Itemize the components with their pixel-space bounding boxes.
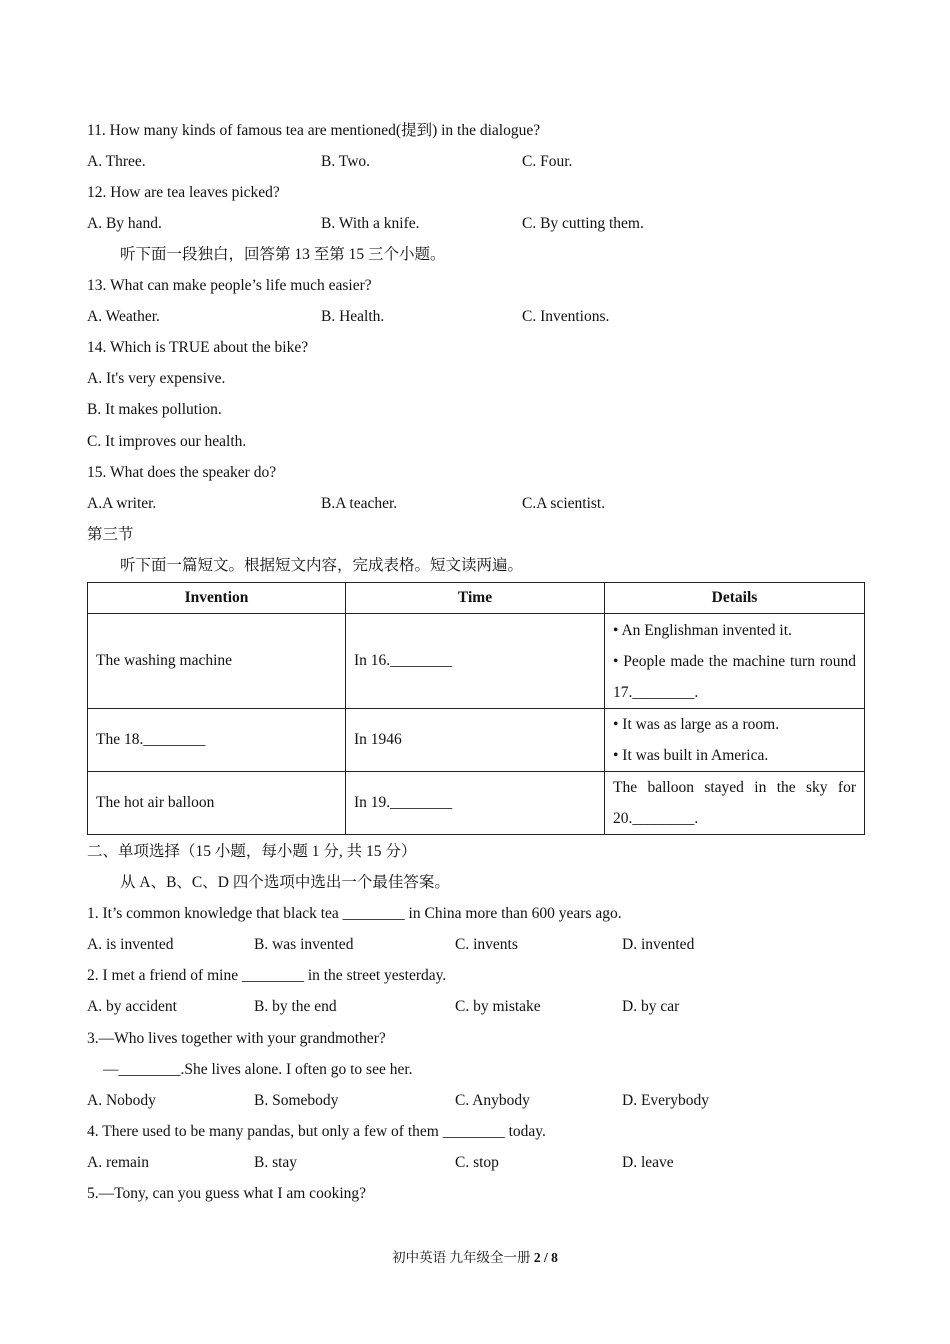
option: B. by the end: [254, 998, 337, 1015]
option: B. Health.: [321, 308, 385, 325]
option: B. Somebody: [254, 1092, 339, 1109]
option: D. by car: [622, 998, 680, 1015]
time-cell: In 1946: [346, 709, 605, 772]
inventions-table: [87, 582, 865, 835]
option: C. Inventions.: [522, 308, 610, 325]
option: A. Three.: [87, 153, 146, 170]
option: A. remain: [87, 1154, 149, 1171]
option: D. invented: [622, 936, 695, 953]
part-2-instruction: 从 A、B、C、D 四个选项中选出一个最佳答案。: [120, 874, 450, 891]
question-3-stem: 3.—Who lives together with your grandmother?: [87, 1030, 386, 1047]
time-cell: In 16.________: [346, 614, 605, 709]
detail-line: • It was as large as a room.: [613, 716, 780, 733]
question-1-stem: 1. It’s common knowledge that black tea ________ in China more than 600 years ago.: [87, 905, 622, 922]
invention-cell: The washing machine: [88, 614, 346, 709]
section-3-instruction: 听下面一篇短文。根据短文内容，完成表格。短文读两遍。: [120, 557, 524, 574]
option: D. Everybody: [622, 1092, 709, 1109]
option: A. Weather.: [87, 308, 160, 325]
option: C. It improves our health.: [87, 433, 247, 450]
question-15-stem: 15. What does the speaker do?: [87, 464, 277, 481]
monologue-instruction: 听下面一段独白，回答第 13 至第 15 三个小题。: [120, 246, 446, 263]
option: A. is invented: [87, 936, 174, 953]
option: C. by mistake: [455, 998, 541, 1015]
column-header: Time: [346, 583, 605, 614]
detail-line: • It was built in America.: [613, 747, 769, 764]
option: B.A teacher.: [321, 495, 398, 512]
invention-cell: The 18.________: [88, 709, 346, 772]
option: B. was invented: [254, 936, 354, 953]
question-12-stem: 12. How are tea leaves picked?: [87, 184, 280, 201]
question-2-stem: 2. I met a friend of mine ________ in the street yesterday.: [87, 967, 447, 984]
question-11-stem: 11. How many kinds of famous tea are mentioned(提到) in the dialogue?: [87, 122, 541, 139]
option: B. Two.: [321, 153, 371, 170]
section-3-title: 第三节: [87, 526, 134, 543]
option: C.A scientist.: [522, 495, 606, 512]
option: A.A writer.: [87, 495, 157, 512]
invention-cell: The hot air balloon: [88, 772, 346, 835]
option: B. With a knife.: [321, 215, 420, 232]
option: A. By hand.: [87, 215, 162, 232]
option: A. by accident: [87, 998, 177, 1015]
option: D. leave: [622, 1154, 674, 1171]
question-3-response: —________.She lives alone. I often go to see her.: [103, 1061, 413, 1078]
table-row: [88, 709, 865, 772]
details-cell: [605, 772, 865, 835]
question-5-stem: 5.—Tony, can you guess what I am cooking?: [87, 1185, 366, 1202]
part-2-title: 二、单项选择（15 小题，每小题 1 分, 共 15 分）: [87, 843, 417, 860]
page-number: 2 / 8: [533, 1250, 558, 1265]
option: C. By cutting them.: [522, 215, 644, 232]
detail-line: • People made the machine turn round 17.________.: [613, 652, 856, 701]
details-cell: [605, 614, 865, 709]
option: C. stop: [455, 1154, 499, 1171]
question-14-stem: 14. Which is TRUE about the bike?: [87, 339, 309, 356]
detail-line: • An Englishman invented it.: [613, 621, 792, 639]
detail-line: The balloon stayed in the sky for 20.________.: [613, 779, 856, 827]
option: A. Nobody: [87, 1092, 156, 1109]
page-footer: [0, 1246, 950, 1266]
column-header: Details: [605, 583, 865, 614]
option: A. It's very expensive.: [87, 370, 226, 387]
details-cell: [605, 709, 865, 772]
option: C. invents: [455, 936, 518, 953]
question-13-stem: 13. What can make people’s life much easier?: [87, 277, 372, 294]
table-header-row: [88, 583, 865, 614]
footer-course: 初中英语 九年级全一册: [392, 1250, 531, 1265]
option: B. stay: [254, 1154, 298, 1171]
time-cell: In 19.________: [346, 772, 605, 835]
option: C. Four.: [522, 153, 573, 170]
option: C. Anybody: [455, 1092, 530, 1109]
table-row: [88, 772, 865, 835]
option: B. It makes pollution.: [87, 401, 222, 418]
question-4-stem: 4. There used to be many pandas, but only a few of them ________ today.: [87, 1123, 546, 1140]
column-header: Invention: [88, 583, 346, 614]
table-row: [88, 614, 865, 709]
